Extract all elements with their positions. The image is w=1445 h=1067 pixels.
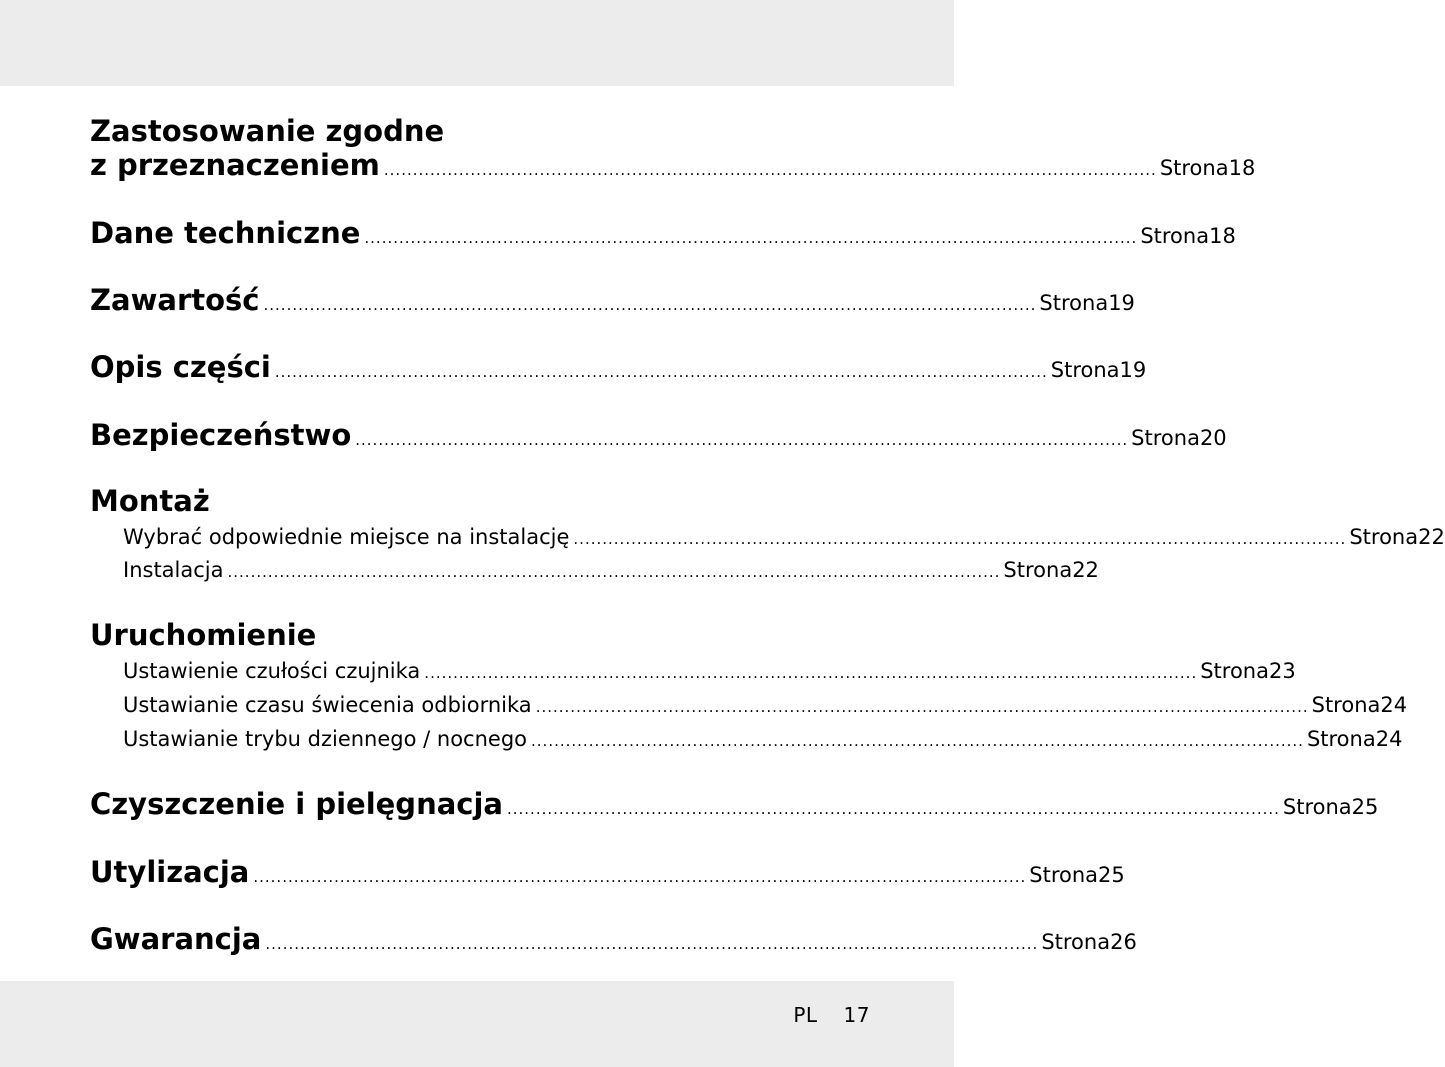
leader-dots: ...................................................................................................................................... xyxy=(274,363,1048,381)
page-number: 22 xyxy=(1072,558,1099,582)
leader-dots: ...................................................................................................................................... xyxy=(506,800,1280,818)
language-code: PL xyxy=(793,1003,818,1027)
page-label: Strona xyxy=(1311,693,1381,717)
toc-entry[interactable] xyxy=(90,148,1256,182)
leader-dots: ...................................................................................................................................... xyxy=(265,935,1039,953)
page-number: 22 xyxy=(1418,525,1445,549)
page-label: Strona xyxy=(1131,426,1200,450)
toc-entry-title: Opis części xyxy=(90,350,271,384)
leader-dots: ...................................................................................................................................... xyxy=(383,161,1157,179)
toc-subentry-title: Ustawianie czasu świecenia odbiornika xyxy=(123,693,532,717)
toc-entry-title: Gwarancja xyxy=(90,922,262,956)
page-number: 18 xyxy=(1228,156,1256,180)
leader-dots: ...................................................................................................................................... xyxy=(535,698,1309,716)
leader-dots: ...................................................................................................................................... xyxy=(263,296,1037,314)
leader-dots: ...................................................................................................................................... xyxy=(355,431,1129,449)
toc-section-heading[interactable]: Uruchomienie xyxy=(90,618,317,652)
toc-entry[interactable] xyxy=(90,283,1135,317)
toc-entry[interactable] xyxy=(90,418,1227,452)
leader-dots: ...................................................................................................................................... xyxy=(364,229,1138,247)
toc-entry[interactable] xyxy=(90,855,1125,889)
footer-page-number: 17 xyxy=(843,1003,870,1027)
page-label: Strona xyxy=(1306,727,1376,751)
page-number: 19 xyxy=(1119,358,1147,382)
leader-dots: ...................................................................................................................................... xyxy=(253,868,1027,886)
page-label: Strona xyxy=(1282,795,1352,819)
page-footer xyxy=(793,1003,870,1027)
leader-dots: ...................................................................................................................................... xyxy=(573,530,1347,548)
toc-subentry[interactable] xyxy=(123,525,1445,549)
toc-subentry[interactable] xyxy=(123,659,1296,683)
page-number: 23 xyxy=(1268,659,1296,683)
toc-entry-title: Zawartość xyxy=(90,283,260,317)
page-number: 26 xyxy=(1110,930,1137,954)
page-number: 24 xyxy=(1380,693,1408,717)
toc-entry-title-line1: Zastosowanie zgodne xyxy=(90,114,445,148)
page-label: Strona xyxy=(1039,291,1109,315)
page-number: 25 xyxy=(1351,795,1379,819)
leader-dots: ...................................................................................................................................... xyxy=(531,732,1304,750)
toc-entry[interactable] xyxy=(90,350,1147,384)
toc-entry[interactable] xyxy=(90,216,1236,250)
page-label: Strona xyxy=(1140,224,1210,248)
toc-entry[interactable] xyxy=(90,922,1137,956)
toc-subentry-title: Ustawianie trybu dziennego / nocnego xyxy=(123,727,528,751)
toc-subentry[interactable] xyxy=(123,693,1408,717)
toc-entry-title: z przeznaczeniem xyxy=(90,148,380,182)
toc-entry[interactable] xyxy=(90,787,1379,821)
page-label: Strona xyxy=(1041,930,1111,954)
toc-section-heading[interactable]: Montaż xyxy=(90,484,210,518)
toc-entry-title: Dane techniczne xyxy=(90,216,361,250)
page-label: Strona xyxy=(1050,358,1120,382)
page-label: Strona xyxy=(1029,863,1099,887)
toc-entry-title: Czyszczenie i pielęgnacja xyxy=(90,787,503,821)
toc-entry-title: Utylizacja xyxy=(90,855,250,889)
page-number: 19 xyxy=(1108,291,1135,315)
page-label: Strona xyxy=(1349,525,1419,549)
toc-subentry-title: Instalacja xyxy=(123,558,224,582)
leader-dots: ...................................................................................................................................... xyxy=(424,664,1198,682)
toc-entry-title: Bezpieczeństwo xyxy=(90,418,352,452)
page-label: Strona xyxy=(1003,558,1073,582)
page-number: 24 xyxy=(1375,727,1403,751)
toc-subentry[interactable] xyxy=(123,558,1099,582)
page-label: Strona xyxy=(1200,659,1269,683)
toc-subentry[interactable] xyxy=(123,727,1403,751)
page-label: Strona xyxy=(1159,156,1229,180)
toc-subentry-title: Ustawienie czułości czujnika xyxy=(123,659,421,683)
page-number: 18 xyxy=(1209,224,1236,248)
page-number: 25 xyxy=(1098,863,1125,887)
toc-subentry-title: Wybrać odpowiednie miejsce na instalację xyxy=(123,525,570,549)
leader-dots: ...................................................................................................................................... xyxy=(227,563,1001,581)
page-number: 20 xyxy=(1199,426,1227,450)
